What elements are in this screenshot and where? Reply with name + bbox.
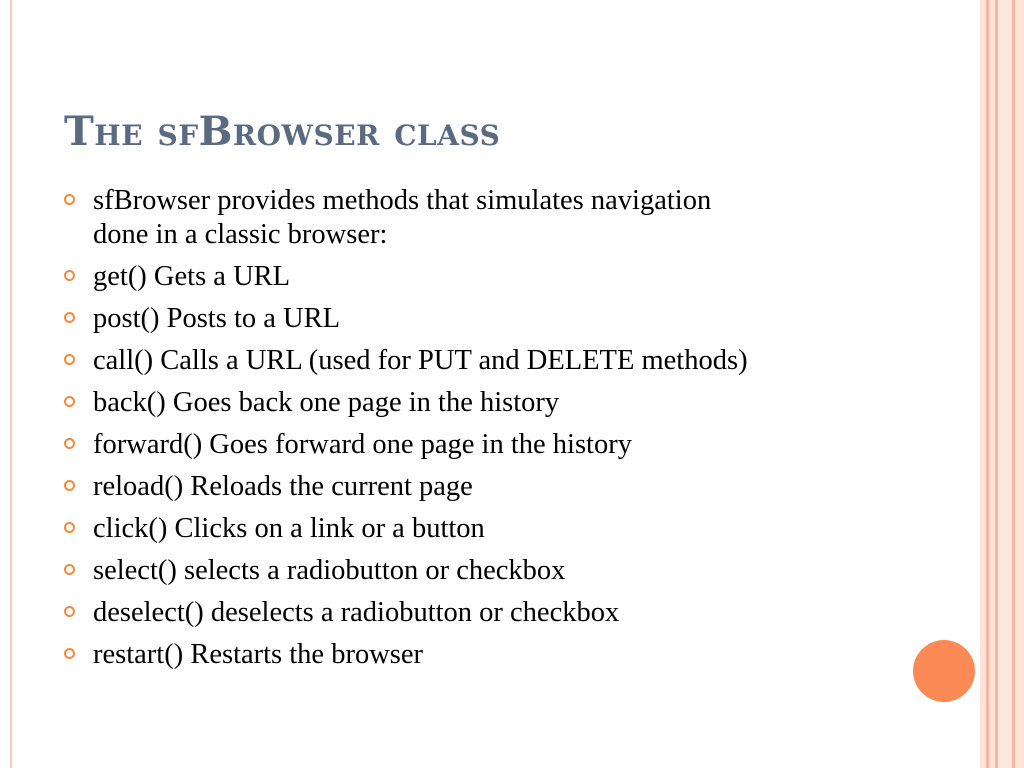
- bullet-text: back() Goes back one page in the history: [93, 387, 560, 418]
- bullet-item: [64, 596, 764, 630]
- bullet-circle-icon: [64, 438, 75, 449]
- bullet-item: [64, 512, 764, 546]
- slide-title: The sfBrowser class: [64, 108, 501, 155]
- bullet-circle-icon: [64, 480, 75, 491]
- left-border-line: [10, 0, 12, 768]
- bullet-text: deselect() deselects a radiobutton or checkbox: [93, 597, 620, 628]
- bullet-circle-icon: [64, 194, 75, 205]
- bullet-text: select() selects a radiobutton or checkbox: [93, 555, 566, 586]
- bullet-circle-icon: [64, 312, 75, 323]
- bullet-list: [64, 184, 764, 680]
- bullet-circle-icon: [64, 522, 75, 533]
- bullet-text: click() Clicks on a link or a button: [93, 513, 485, 544]
- bullet-item: [64, 302, 764, 336]
- right-decorative-stripe: [1015, 0, 1024, 768]
- bullet-circle-icon: [64, 564, 75, 575]
- bullet-text: post() Posts to a URL: [93, 303, 341, 334]
- bullet-circle-icon: [64, 396, 75, 407]
- bullet-text: restart() Restarts the browser: [93, 639, 424, 670]
- bullet-circle-icon: [64, 648, 75, 659]
- bullet-item: [64, 554, 764, 588]
- bullet-text: forward() Goes forward one page in the history: [93, 429, 632, 460]
- bullet-item: [64, 344, 764, 378]
- bullet-item: [64, 470, 764, 504]
- right-decorative-stripe: [998, 0, 1012, 768]
- bullet-item: [64, 638, 764, 672]
- accent-circle: [913, 640, 975, 702]
- bullet-text: sfBrowser provides methods that simulates navigation done in a classic browser:: [93, 185, 712, 250]
- bullet-circle-icon: [64, 270, 75, 281]
- bullet-item: [64, 260, 764, 294]
- bullet-circle-icon: [64, 354, 75, 365]
- bullet-text: get() Gets a URL: [93, 261, 291, 292]
- bullet-item: [64, 184, 764, 252]
- bullet-item: [64, 386, 764, 420]
- bullet-circle-icon: [64, 606, 75, 617]
- bullet-text: reload() Reloads the current page: [93, 471, 473, 502]
- bullet-item: [64, 428, 764, 462]
- bullet-text: call() Calls a URL (used for PUT and DELETE methods): [93, 345, 748, 376]
